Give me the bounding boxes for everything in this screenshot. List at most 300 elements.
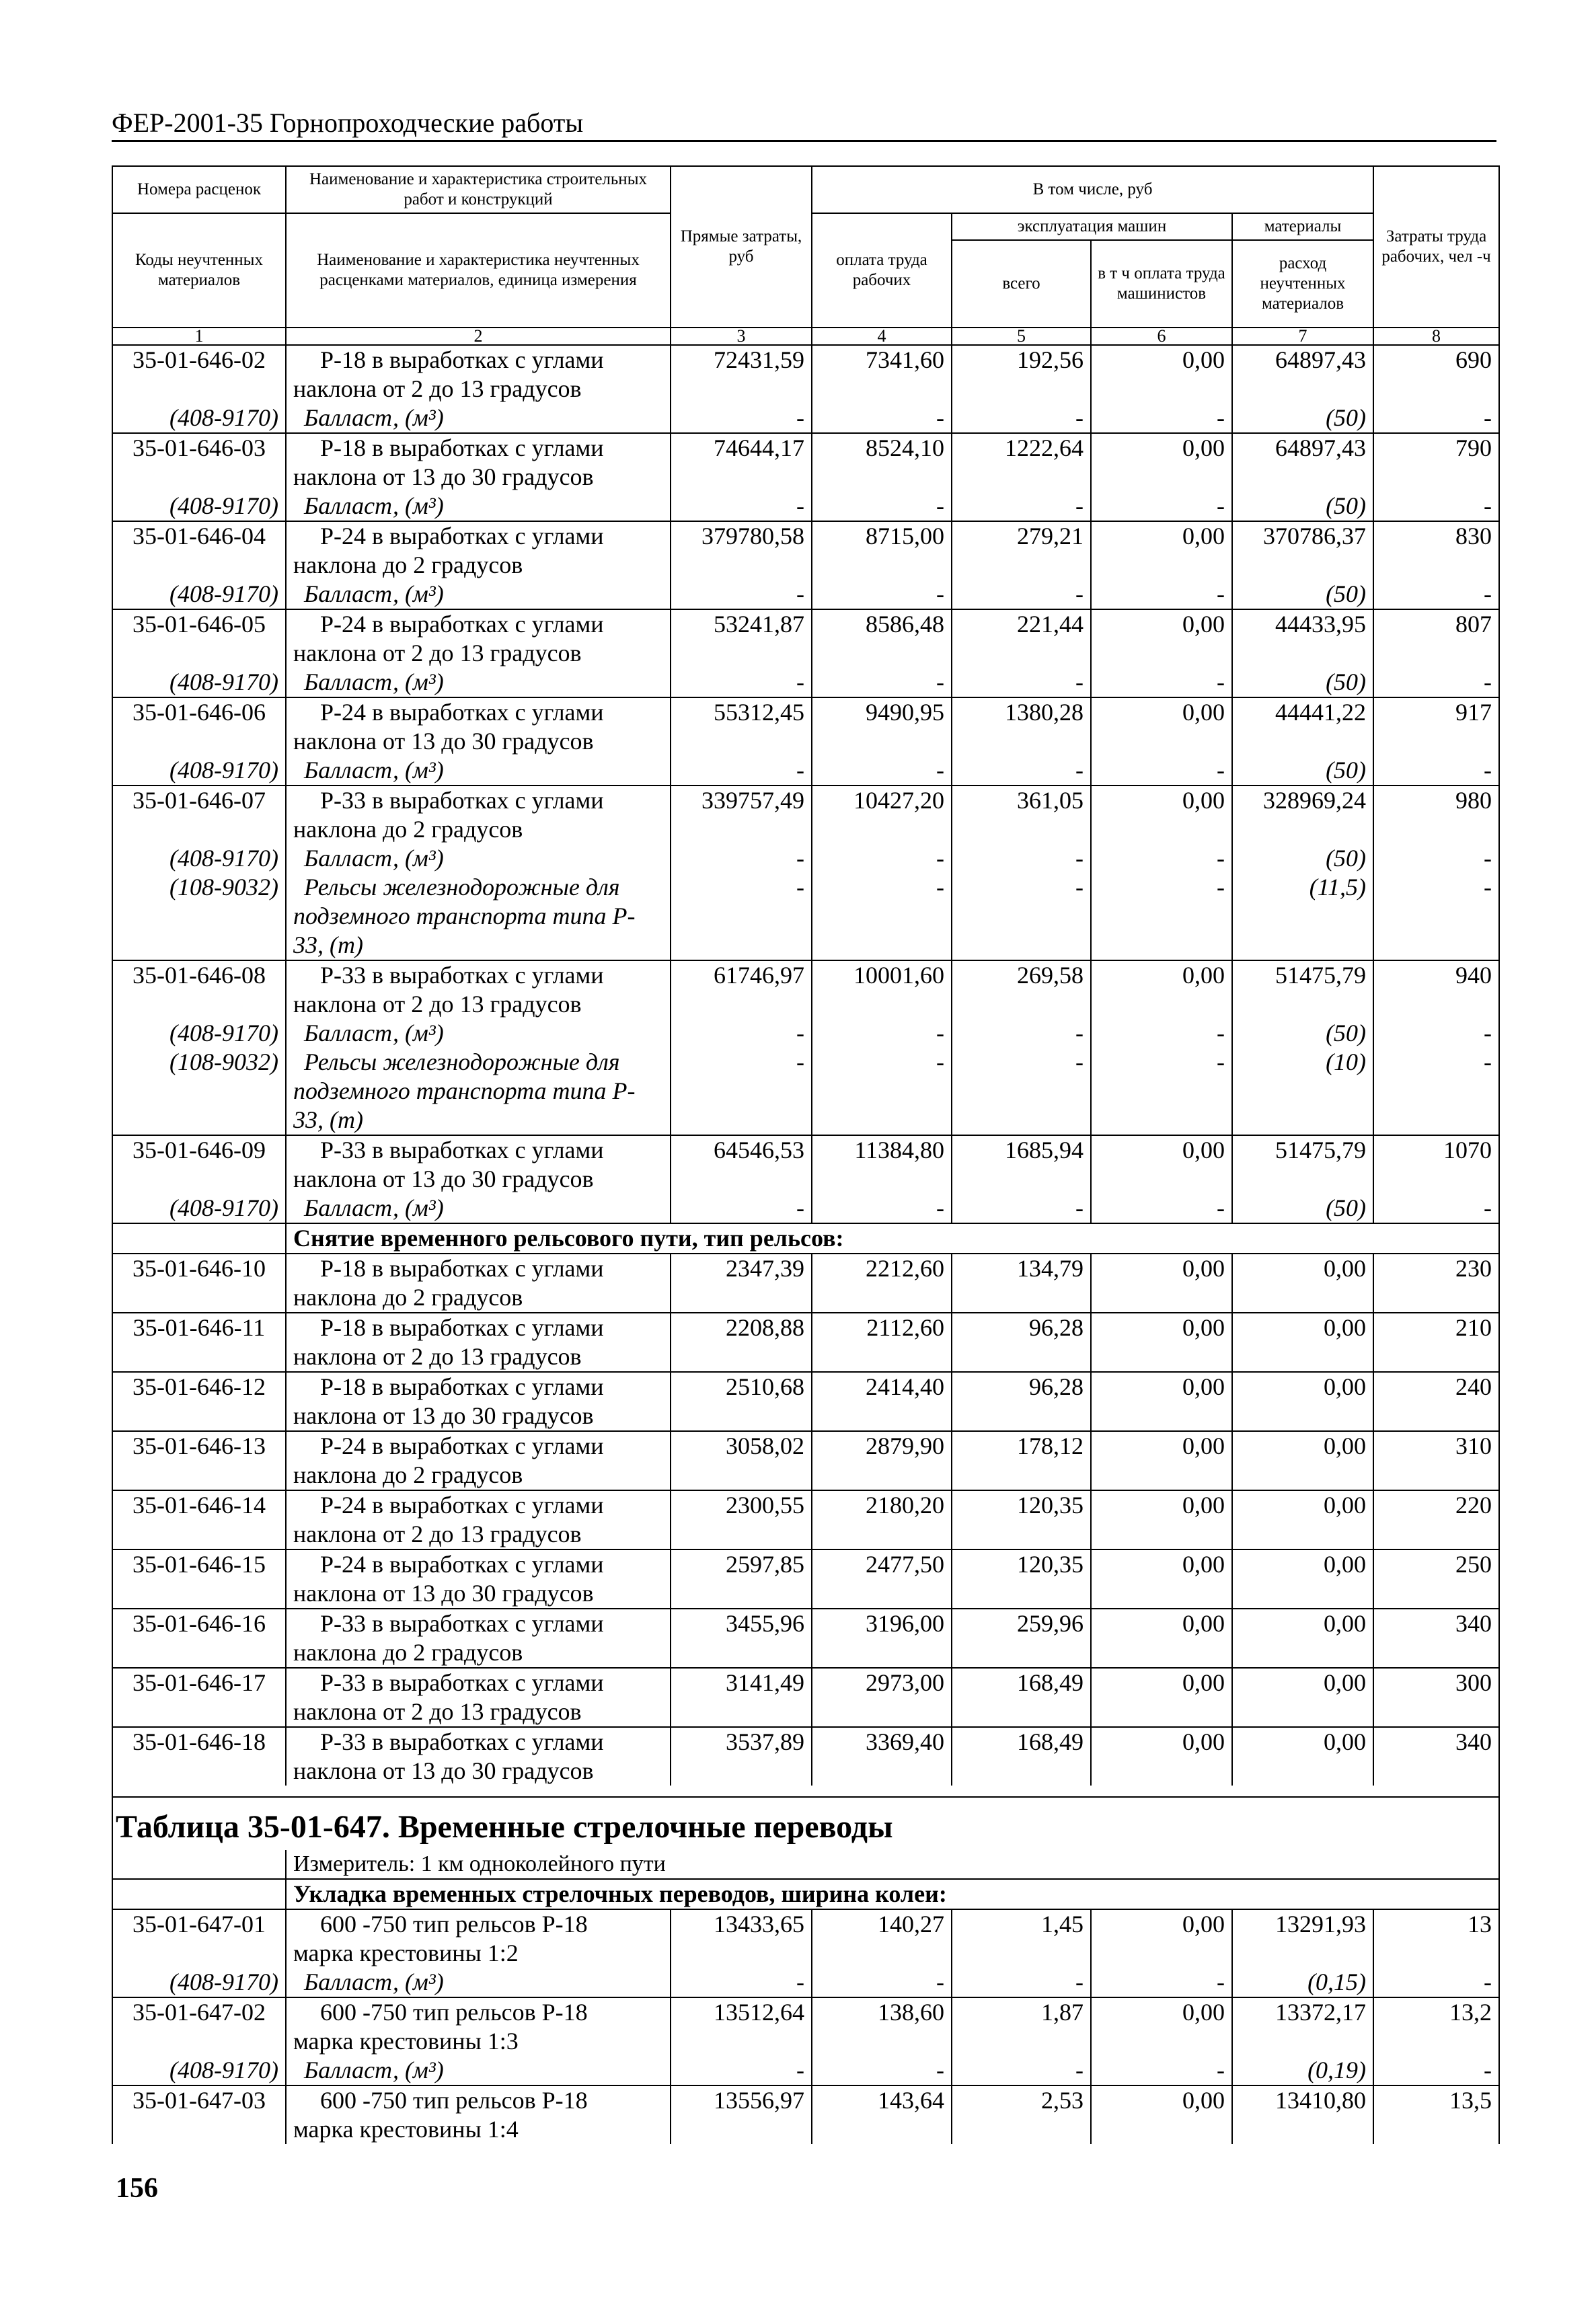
value-c8: - bbox=[1373, 404, 1499, 433]
value-c4: - bbox=[812, 1019, 952, 1048]
material-row bbox=[112, 668, 1499, 697]
material-code: (108-9032) bbox=[112, 1048, 286, 1135]
value-c5: - bbox=[952, 404, 1091, 433]
th-materials: материалы bbox=[1232, 213, 1373, 240]
value-c8: - bbox=[1373, 1048, 1499, 1135]
value-c4: 2879,90 bbox=[812, 1431, 952, 1490]
value-c6: - bbox=[1091, 1194, 1232, 1223]
rate-code: 35-01-646-18 bbox=[112, 1727, 286, 1786]
value-c6: 0,00 bbox=[1091, 1549, 1232, 1609]
value-c4: 8715,00 bbox=[812, 521, 952, 580]
table-row bbox=[112, 1135, 1499, 1194]
name-cell bbox=[286, 1431, 671, 1490]
name-line: Р-18 в выработках с углами bbox=[320, 1255, 604, 1282]
section-empty bbox=[112, 1223, 286, 1254]
table-row bbox=[112, 786, 1499, 844]
value-c5: 178,12 bbox=[952, 1431, 1091, 1490]
value-c4: - bbox=[812, 668, 952, 697]
value-c8: 310 bbox=[1373, 1431, 1499, 1490]
value-c7: (50) bbox=[1232, 844, 1373, 873]
value-c3: - bbox=[671, 1194, 812, 1223]
th-including: В том числе, руб bbox=[812, 166, 1373, 213]
value-c7: 0,00 bbox=[1232, 1549, 1373, 1609]
name-line: Балласт, (м³) bbox=[304, 1968, 444, 1995]
th-machines: эксплуатация машин bbox=[952, 213, 1232, 240]
value-c7: 0,00 bbox=[1232, 1254, 1373, 1313]
value-c8: 13,2 bbox=[1373, 1997, 1499, 2056]
name-line: наклона от 13 до 30 градусов bbox=[293, 728, 594, 755]
value-c7: 13410,80 bbox=[1232, 2085, 1373, 2144]
name-cell bbox=[286, 873, 671, 960]
rate-code: 35-01-646-07 bbox=[112, 786, 286, 844]
rates-table bbox=[112, 165, 1500, 2144]
table-row bbox=[112, 521, 1499, 580]
value-c5: - bbox=[952, 1019, 1091, 1048]
value-c3: - bbox=[671, 1968, 812, 1997]
value-c4: 2112,60 bbox=[812, 1313, 952, 1372]
name-line: наклона от 2 до 13 градусов bbox=[293, 640, 582, 666]
rate-code: 35-01-647-01 bbox=[112, 1909, 286, 1968]
value-c4: 138,60 bbox=[812, 1997, 952, 2056]
value-c8: - bbox=[1373, 844, 1499, 873]
col-num-8: 8 bbox=[1373, 328, 1499, 345]
value-c4: - bbox=[812, 756, 952, 786]
table-row bbox=[112, 1313, 1499, 1372]
value-c3: 61746,97 bbox=[671, 960, 812, 1019]
value-c3: - bbox=[671, 668, 812, 697]
value-c6: 0,00 bbox=[1091, 1313, 1232, 1372]
name-cell bbox=[286, 1968, 671, 1997]
name-cell bbox=[286, 1313, 671, 1372]
value-c3: 64546,53 bbox=[671, 1135, 812, 1194]
value-c4: 2180,20 bbox=[812, 1490, 952, 1549]
rate-code: 35-01-646-08 bbox=[112, 960, 286, 1019]
value-c6: - bbox=[1091, 2056, 1232, 2085]
name-cell bbox=[286, 580, 671, 609]
name-line: Р-33 в выработках с углами bbox=[320, 787, 604, 814]
value-c6: - bbox=[1091, 844, 1232, 873]
value-c6: 0,00 bbox=[1091, 1490, 1232, 1549]
table-title: Таблица 35-01-647. Временные стрелочные переводы bbox=[112, 1797, 1499, 1850]
value-c5: 120,35 bbox=[952, 1549, 1091, 1609]
value-c7: (50) bbox=[1232, 492, 1373, 521]
value-c5: 192,56 bbox=[952, 345, 1091, 404]
col-num-4: 4 bbox=[812, 328, 952, 345]
value-c6: - bbox=[1091, 492, 1232, 521]
value-c8: 980 bbox=[1373, 786, 1499, 844]
material-code: (408-9170) bbox=[112, 404, 286, 433]
table-row bbox=[112, 697, 1499, 756]
value-c5: - bbox=[952, 1968, 1091, 1997]
value-c5: 134,79 bbox=[952, 1254, 1091, 1313]
value-c8: 240 bbox=[1373, 1372, 1499, 1431]
value-c6: 0,00 bbox=[1091, 609, 1232, 668]
value-c8: 1070 bbox=[1373, 1135, 1499, 1194]
value-c3: 3058,02 bbox=[671, 1431, 812, 1490]
value-c5: 2,53 bbox=[952, 2085, 1091, 2144]
value-c8: - bbox=[1373, 1968, 1499, 1997]
name-line: марка крестовины 1:3 bbox=[293, 2028, 519, 2055]
value-c5: - bbox=[952, 492, 1091, 521]
name-cell bbox=[286, 2085, 671, 2144]
name-cell bbox=[286, 521, 671, 580]
col-num-3: 3 bbox=[671, 328, 812, 345]
name-line: Балласт, (м³) bbox=[304, 2057, 444, 2083]
name-line: Балласт, (м³) bbox=[304, 757, 444, 783]
value-c4: - bbox=[812, 1194, 952, 1223]
value-c8: - bbox=[1373, 873, 1499, 960]
th-worker-pay: оплата труда рабочих bbox=[812, 213, 952, 328]
value-c3: 13433,65 bbox=[671, 1909, 812, 1968]
name-cell bbox=[286, 1135, 671, 1194]
value-c8: 917 bbox=[1373, 697, 1499, 756]
name-line: наклона от 2 до 13 градусов bbox=[293, 991, 582, 1018]
value-c7: 0,00 bbox=[1232, 1431, 1373, 1490]
value-c8: 210 bbox=[1373, 1313, 1499, 1372]
name-line: Р-24 в выработках с углами bbox=[320, 1551, 604, 1578]
value-c5: 96,28 bbox=[952, 1313, 1091, 1372]
value-c3: 74644,17 bbox=[671, 433, 812, 492]
name-line: Р-18 в выработках с углами bbox=[320, 434, 604, 461]
value-c7: 370786,37 bbox=[1232, 521, 1373, 580]
value-c8: 13,5 bbox=[1373, 2085, 1499, 2144]
value-c7: (0,15) bbox=[1232, 1968, 1373, 1997]
value-c5: - bbox=[952, 873, 1091, 960]
value-c7: 51475,79 bbox=[1232, 960, 1373, 1019]
value-c8: - bbox=[1373, 756, 1499, 786]
name-line: Р-24 в выработках с углами bbox=[320, 1492, 604, 1519]
value-c6: - bbox=[1091, 1048, 1232, 1135]
value-c3: 2510,68 bbox=[671, 1372, 812, 1431]
value-c4: 8586,48 bbox=[812, 609, 952, 668]
value-c7: 64897,43 bbox=[1232, 345, 1373, 404]
name-cell bbox=[286, 492, 671, 521]
table-row bbox=[112, 609, 1499, 668]
table-row bbox=[112, 2085, 1499, 2144]
th-machines-total: всего bbox=[952, 240, 1091, 328]
value-c7: 13291,93 bbox=[1232, 1909, 1373, 1968]
col-num-1: 1 bbox=[112, 328, 286, 345]
value-c4: 8524,10 bbox=[812, 433, 952, 492]
name-line: Р-18 в выработках с углами bbox=[320, 346, 604, 373]
name-line: наклона до 2 градусов bbox=[293, 551, 523, 578]
value-c7: (50) bbox=[1232, 668, 1373, 697]
value-c5: - bbox=[952, 580, 1091, 609]
table-title-row bbox=[112, 1797, 1499, 1850]
name-line: наклона от 2 до 13 градусов bbox=[293, 375, 582, 402]
value-c8: 250 bbox=[1373, 1549, 1499, 1609]
value-c7: 51475,79 bbox=[1232, 1135, 1373, 1194]
name-line: Р-33 в выработках с углами bbox=[320, 1137, 604, 1163]
value-c3: 339757,49 bbox=[671, 786, 812, 844]
name-cell bbox=[286, 1909, 671, 1968]
name-line: Р-24 в выработках с углами bbox=[320, 611, 604, 638]
name-cell bbox=[286, 1609, 671, 1668]
value-c3: 3537,89 bbox=[671, 1727, 812, 1786]
value-c7: (11,5) bbox=[1232, 873, 1373, 960]
value-c8: 940 bbox=[1373, 960, 1499, 1019]
value-c7: 0,00 bbox=[1232, 1490, 1373, 1549]
value-c5: 1,87 bbox=[952, 1997, 1091, 2056]
value-c5: 168,49 bbox=[952, 1727, 1091, 1786]
value-c4: - bbox=[812, 492, 952, 521]
value-c3: - bbox=[671, 844, 812, 873]
value-c6: 0,00 bbox=[1091, 1727, 1232, 1786]
value-c6: 0,00 bbox=[1091, 960, 1232, 1019]
name-line: Р-33 в выработках с углами bbox=[320, 1610, 604, 1637]
section-row bbox=[112, 1879, 1499, 1909]
name-line: Балласт, (м³) bbox=[304, 580, 444, 607]
th-direct-costs: Прямые затраты, руб bbox=[671, 166, 812, 328]
value-c4: 2477,50 bbox=[812, 1549, 952, 1609]
name-line: Рельсы железнодорожные для bbox=[304, 1048, 620, 1075]
value-c3: - bbox=[671, 2056, 812, 2085]
name-line: марка крестовины 1:4 bbox=[293, 2116, 519, 2143]
name-cell bbox=[286, 1254, 671, 1313]
table-row bbox=[112, 1727, 1499, 1786]
value-c6: - bbox=[1091, 1019, 1232, 1048]
rate-code: 35-01-646-09 bbox=[112, 1135, 286, 1194]
table-row bbox=[112, 1549, 1499, 1609]
table-row bbox=[112, 1997, 1499, 2056]
value-c3: - bbox=[671, 756, 812, 786]
value-c3: - bbox=[671, 873, 812, 960]
value-c4: - bbox=[812, 1048, 952, 1135]
value-c7: 64897,43 bbox=[1232, 433, 1373, 492]
value-c5: 1222,64 bbox=[952, 433, 1091, 492]
section-empty bbox=[112, 1879, 286, 1909]
material-row bbox=[112, 404, 1499, 433]
value-c6: 0,00 bbox=[1091, 433, 1232, 492]
th-name-top: Наименование и характеристика строительных работ и конструкций bbox=[286, 166, 671, 213]
value-c5: - bbox=[952, 756, 1091, 786]
value-c7: (10) bbox=[1232, 1048, 1373, 1135]
material-row bbox=[112, 844, 1499, 873]
name-cell bbox=[286, 609, 671, 668]
value-c5: 120,35 bbox=[952, 1490, 1091, 1549]
table-row bbox=[112, 960, 1499, 1019]
value-c5: - bbox=[952, 2056, 1091, 2085]
col-num-5: 5 bbox=[952, 328, 1091, 345]
name-cell bbox=[286, 697, 671, 756]
value-c3: 3141,49 bbox=[671, 1668, 812, 1727]
value-c4: 140,27 bbox=[812, 1909, 952, 1968]
material-code: (408-9170) bbox=[112, 2056, 286, 2085]
value-c3: - bbox=[671, 492, 812, 521]
value-c6: 0,00 bbox=[1091, 1668, 1232, 1727]
material-code: (108-9032) bbox=[112, 873, 286, 960]
th-materials-usage: расход неучтенных материалов bbox=[1232, 240, 1373, 328]
value-c8: 690 bbox=[1373, 345, 1499, 404]
value-c7: 13372,17 bbox=[1232, 1997, 1373, 2056]
rate-code: 35-01-646-13 bbox=[112, 1431, 286, 1490]
table-row bbox=[112, 1490, 1499, 1549]
value-c8: 230 bbox=[1373, 1254, 1499, 1313]
value-c4: 2212,60 bbox=[812, 1254, 952, 1313]
value-c5: 259,96 bbox=[952, 1609, 1091, 1668]
value-c7: (0,19) bbox=[1232, 2056, 1373, 2085]
value-c6: 0,00 bbox=[1091, 1254, 1232, 1313]
value-c4: - bbox=[812, 844, 952, 873]
name-line: марка крестовины 1:2 bbox=[293, 1940, 519, 1966]
value-c6: - bbox=[1091, 1968, 1232, 1997]
name-line: Р-24 в выработках с углами bbox=[320, 699, 604, 726]
name-line: 600 -750 тип рельсов Р-18 bbox=[320, 1999, 588, 2026]
value-c6: - bbox=[1091, 580, 1232, 609]
value-c4: 10427,20 bbox=[812, 786, 952, 844]
material-code: (408-9170) bbox=[112, 1019, 286, 1048]
name-cell bbox=[286, 1372, 671, 1431]
value-c8: - bbox=[1373, 580, 1499, 609]
value-c6: 0,00 bbox=[1091, 1431, 1232, 1490]
meter-label: Измеритель: 1 км одноколейного пути bbox=[286, 1850, 1499, 1879]
value-c4: 2973,00 bbox=[812, 1668, 952, 1727]
rate-code: 35-01-646-15 bbox=[112, 1549, 286, 1609]
value-c8: 340 bbox=[1373, 1727, 1499, 1786]
name-cell bbox=[286, 756, 671, 786]
material-row bbox=[112, 2056, 1499, 2085]
value-c3: 2208,88 bbox=[671, 1313, 812, 1372]
value-c6: 0,00 bbox=[1091, 1997, 1232, 2056]
table-row bbox=[112, 1668, 1499, 1727]
table-header bbox=[112, 166, 1499, 345]
name-line: Балласт, (м³) bbox=[304, 404, 444, 431]
name-line: Балласт, (м³) bbox=[304, 668, 444, 695]
value-c5: 269,58 bbox=[952, 960, 1091, 1019]
name-line: 600 -750 тип рельсов Р-18 bbox=[320, 1911, 588, 1938]
rate-code: 35-01-646-17 bbox=[112, 1668, 286, 1727]
material-row bbox=[112, 873, 1499, 960]
name-line: наклона от 13 до 30 градусов bbox=[293, 1580, 594, 1607]
value-c7: 328969,24 bbox=[1232, 786, 1373, 844]
value-c6: 0,00 bbox=[1091, 1135, 1232, 1194]
name-cell bbox=[286, 1490, 671, 1549]
col-num-7: 7 bbox=[1232, 328, 1373, 345]
section-row bbox=[112, 1223, 1499, 1254]
value-c7: (50) bbox=[1232, 1194, 1373, 1223]
value-c4: - bbox=[812, 1968, 952, 1997]
name-line: наклона от 13 до 30 градусов bbox=[293, 1757, 594, 1784]
rate-code: 35-01-646-10 bbox=[112, 1254, 286, 1313]
rate-code: 35-01-646-12 bbox=[112, 1372, 286, 1431]
rate-code: 35-01-647-03 bbox=[112, 2085, 286, 2144]
value-c7: 0,00 bbox=[1232, 1313, 1373, 1372]
value-c5: - bbox=[952, 1048, 1091, 1135]
value-c6: - bbox=[1091, 873, 1232, 960]
value-c8: - bbox=[1373, 2056, 1499, 2085]
value-c3: - bbox=[671, 580, 812, 609]
material-row bbox=[112, 492, 1499, 521]
value-c3: 3455,96 bbox=[671, 1609, 812, 1668]
value-c4: 11384,80 bbox=[812, 1135, 952, 1194]
material-code: (408-9170) bbox=[112, 668, 286, 697]
spacer-cell bbox=[112, 1786, 1499, 1797]
name-line: наклона от 2 до 13 градусов bbox=[293, 1521, 582, 1547]
name-cell bbox=[286, 1048, 671, 1135]
material-code: (408-9170) bbox=[112, 580, 286, 609]
value-c3: 2347,39 bbox=[671, 1254, 812, 1313]
material-row bbox=[112, 580, 1499, 609]
table-row bbox=[112, 1431, 1499, 1490]
rate-code: 35-01-646-02 bbox=[112, 345, 286, 404]
name-cell bbox=[286, 668, 671, 697]
name-cell bbox=[286, 786, 671, 844]
value-c6: 0,00 bbox=[1091, 697, 1232, 756]
value-c4: 10001,60 bbox=[812, 960, 952, 1019]
name-line: Балласт, (м³) bbox=[304, 845, 444, 872]
name-line: Р-24 в выработках с углами bbox=[320, 523, 604, 549]
value-c5: 1380,28 bbox=[952, 697, 1091, 756]
value-c3: 379780,58 bbox=[671, 521, 812, 580]
material-code: (408-9170) bbox=[112, 492, 286, 521]
value-c4: - bbox=[812, 404, 952, 433]
name-line: подземного транспорта типа Р- bbox=[293, 903, 636, 929]
name-line: Балласт, (м³) bbox=[304, 492, 444, 519]
value-c7: 0,00 bbox=[1232, 1727, 1373, 1786]
name-line: 33, (т) bbox=[293, 1106, 363, 1133]
value-c5: 221,44 bbox=[952, 609, 1091, 668]
section-label: Укладка временных стрелочных переводов, ширина колеи: bbox=[286, 1879, 1499, 1909]
value-c7: 0,00 bbox=[1232, 1609, 1373, 1668]
value-c6: 0,00 bbox=[1091, 521, 1232, 580]
table-row bbox=[112, 1372, 1499, 1431]
name-line: наклона от 2 до 13 градусов bbox=[293, 1698, 582, 1725]
name-line: 33, (т) bbox=[293, 931, 363, 958]
spacer-row bbox=[112, 1786, 1499, 1797]
name-line: наклона до 2 градусов bbox=[293, 1284, 523, 1311]
value-c3: 2597,85 bbox=[671, 1549, 812, 1609]
name-line: Р-24 в выработках с углами bbox=[320, 1432, 604, 1459]
material-code: (408-9170) bbox=[112, 1968, 286, 1997]
value-c5: - bbox=[952, 668, 1091, 697]
table-row bbox=[112, 1909, 1499, 1968]
name-line: 600 -750 тип рельсов Р-18 bbox=[320, 2087, 588, 2114]
value-c8: 340 bbox=[1373, 1609, 1499, 1668]
material-code: (408-9170) bbox=[112, 1194, 286, 1223]
value-c6: 0,00 bbox=[1091, 1909, 1232, 1968]
value-c6: 0,00 bbox=[1091, 2085, 1232, 2144]
value-c4: 2414,40 bbox=[812, 1372, 952, 1431]
name-line: Р-33 в выработках с углами bbox=[320, 962, 604, 989]
name-cell bbox=[286, 345, 671, 404]
material-row bbox=[112, 756, 1499, 786]
material-code: (408-9170) bbox=[112, 844, 286, 873]
page-number: 156 bbox=[116, 2173, 158, 2204]
value-c8: 13 bbox=[1373, 1909, 1499, 1968]
name-line: Р-33 в выработках с углами bbox=[320, 1728, 604, 1755]
value-c5: - bbox=[952, 1194, 1091, 1223]
value-c6: 0,00 bbox=[1091, 786, 1232, 844]
rate-code: 35-01-647-02 bbox=[112, 1997, 286, 2056]
value-c7: (50) bbox=[1232, 580, 1373, 609]
value-c3: 53241,87 bbox=[671, 609, 812, 668]
value-c8: - bbox=[1373, 668, 1499, 697]
material-row bbox=[112, 1194, 1499, 1223]
name-cell bbox=[286, 844, 671, 873]
value-c8: 220 bbox=[1373, 1490, 1499, 1549]
rate-code: 35-01-646-06 bbox=[112, 697, 286, 756]
value-c5: 168,49 bbox=[952, 1668, 1091, 1727]
value-c4: 3196,00 bbox=[812, 1609, 952, 1668]
value-c7: 0,00 bbox=[1232, 1668, 1373, 1727]
name-cell bbox=[286, 1549, 671, 1609]
name-cell bbox=[286, 960, 671, 1019]
value-c6: - bbox=[1091, 404, 1232, 433]
value-c8: - bbox=[1373, 492, 1499, 521]
rate-code: 35-01-646-04 bbox=[112, 521, 286, 580]
name-cell bbox=[286, 404, 671, 433]
material-code: (408-9170) bbox=[112, 756, 286, 786]
